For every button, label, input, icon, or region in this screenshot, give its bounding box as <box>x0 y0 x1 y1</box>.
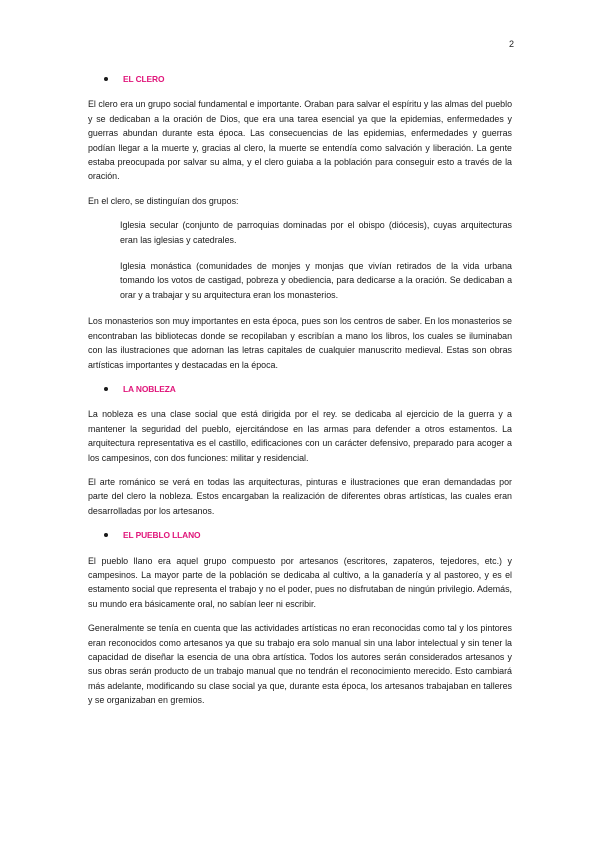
clero-paragraph-1: El clero era un grupo social fundamental e importante. Oraban para salvar el espíritu y las almas del pueblo y se dedicaban a la oración de Dios, que era una tarea esencial ya que la epidemias, enfermedades y guerras abundan durante esta época. Las consecuencias de las epidemias, enfermedades y guerras podían llegar a la muerte y, gracias al clero, la muerte se entendía como salvación y liberación. La gente estaba preocupada por salvar su alma, y el clero guiaba a la población para conseguir esto a través de la oración. <box>88 99 512 182</box>
heading-nobleza-title: LA NOBLEZA <box>123 383 176 394</box>
nobleza-paragraph-2: El arte románico se verá en todas las arquitecturas, pinturas e ilustraciones que eran demandadas por parte del clero la nobleza. Estos encargaban la realización de diferentes obras artísticas, las cuales eran desarrolladas por los artesanos. <box>88 476 512 516</box>
heading-pueblo-title: EL PUEBLO LLANO <box>123 530 201 541</box>
pueblo-paragraph-2: Generalmente se tenía en cuenta que las actividades artísticas no eran reconocidas como tal y los pintores eran reconocidos como artesanos ya que su trabajo era solo manual sin una labor intelectual y sin tener la capacidad de diseñar la esencia de una obra artística. Todos los autores serán considerados artesanos y sus obras serán producto de un trabajo manual que no tendrán el reconocimiento merecido. Esto cambiará más adelante, modificando su clase social ya que, durante esta época, los artesanos trabajaban en talleres y se organizaban en gremios. <box>88 623 512 706</box>
nobleza-paragraph-1: La nobleza es una clase social que está dirigida por el rey. se dedicaba al ejercicio de la guerra y a mantener la seguridad del pueblo, ejercitándose en las armas para defender a otros estamentos. La arquitectura representativa es el castillo, edificaciones con un carácter defensivo, preparado para acoger a los campesinos, con dos funciones: militar y residencial. <box>88 409 512 463</box>
page-number: 2 <box>508 39 514 49</box>
pueblo-paragraph-1: El pueblo llano era aquel grupo compuesto por artesanos (escritores, zapateros, tejedores, etc.) y campesinos. La mayor parte de la población se dedicaba al cultivo, a la ganadería y al pastoreo, y es el estamento social que representa el trabajo y no el poder, pues no disfrutaban de ningún privilegio. Además, su mundo era básicamente oral, no sabían leer ni escribir. <box>88 555 512 609</box>
heading-clero <box>88 72 512 86</box>
heading-nobleza <box>88 382 512 396</box>
bullet-icon <box>104 533 108 537</box>
clero-paragraph-2: En el clero, se distinguían dos grupos: <box>88 195 239 206</box>
heading-clero-title: EL CLERO <box>123 74 165 84</box>
clero-group-monastica: Iglesia monástica (comunidades de monjes y monjas que vivían retirados de la vida urbana tomando los votos de castigad, pobreza y obediencia, para dedicarse a la oración. Se dedicaban a orar y a trabajar y su arquitectura eran los monasterios. <box>120 261 512 300</box>
bullet-icon <box>104 77 108 81</box>
clero-group-secular: Iglesia secular (conjunto de parroquias dominadas por el obispo (diócesis), cuyas arquitecturas eran las iglesias y catedrales. <box>120 220 512 245</box>
heading-pueblo <box>88 528 512 542</box>
bullet-icon <box>104 387 108 391</box>
clero-paragraph-3: Los monasterios son muy importantes en esta época, pues son los centros de saber. En los monasterios se encontraban las bibliotecas donde se recopilaban y escribían a mano los libros, los cuales se iluminaban con las ilustraciones que adornan las letras capitales de cualquier manuscrito medieval. Estas son obras artísticas importantes y destacadas en la época. <box>88 316 512 370</box>
